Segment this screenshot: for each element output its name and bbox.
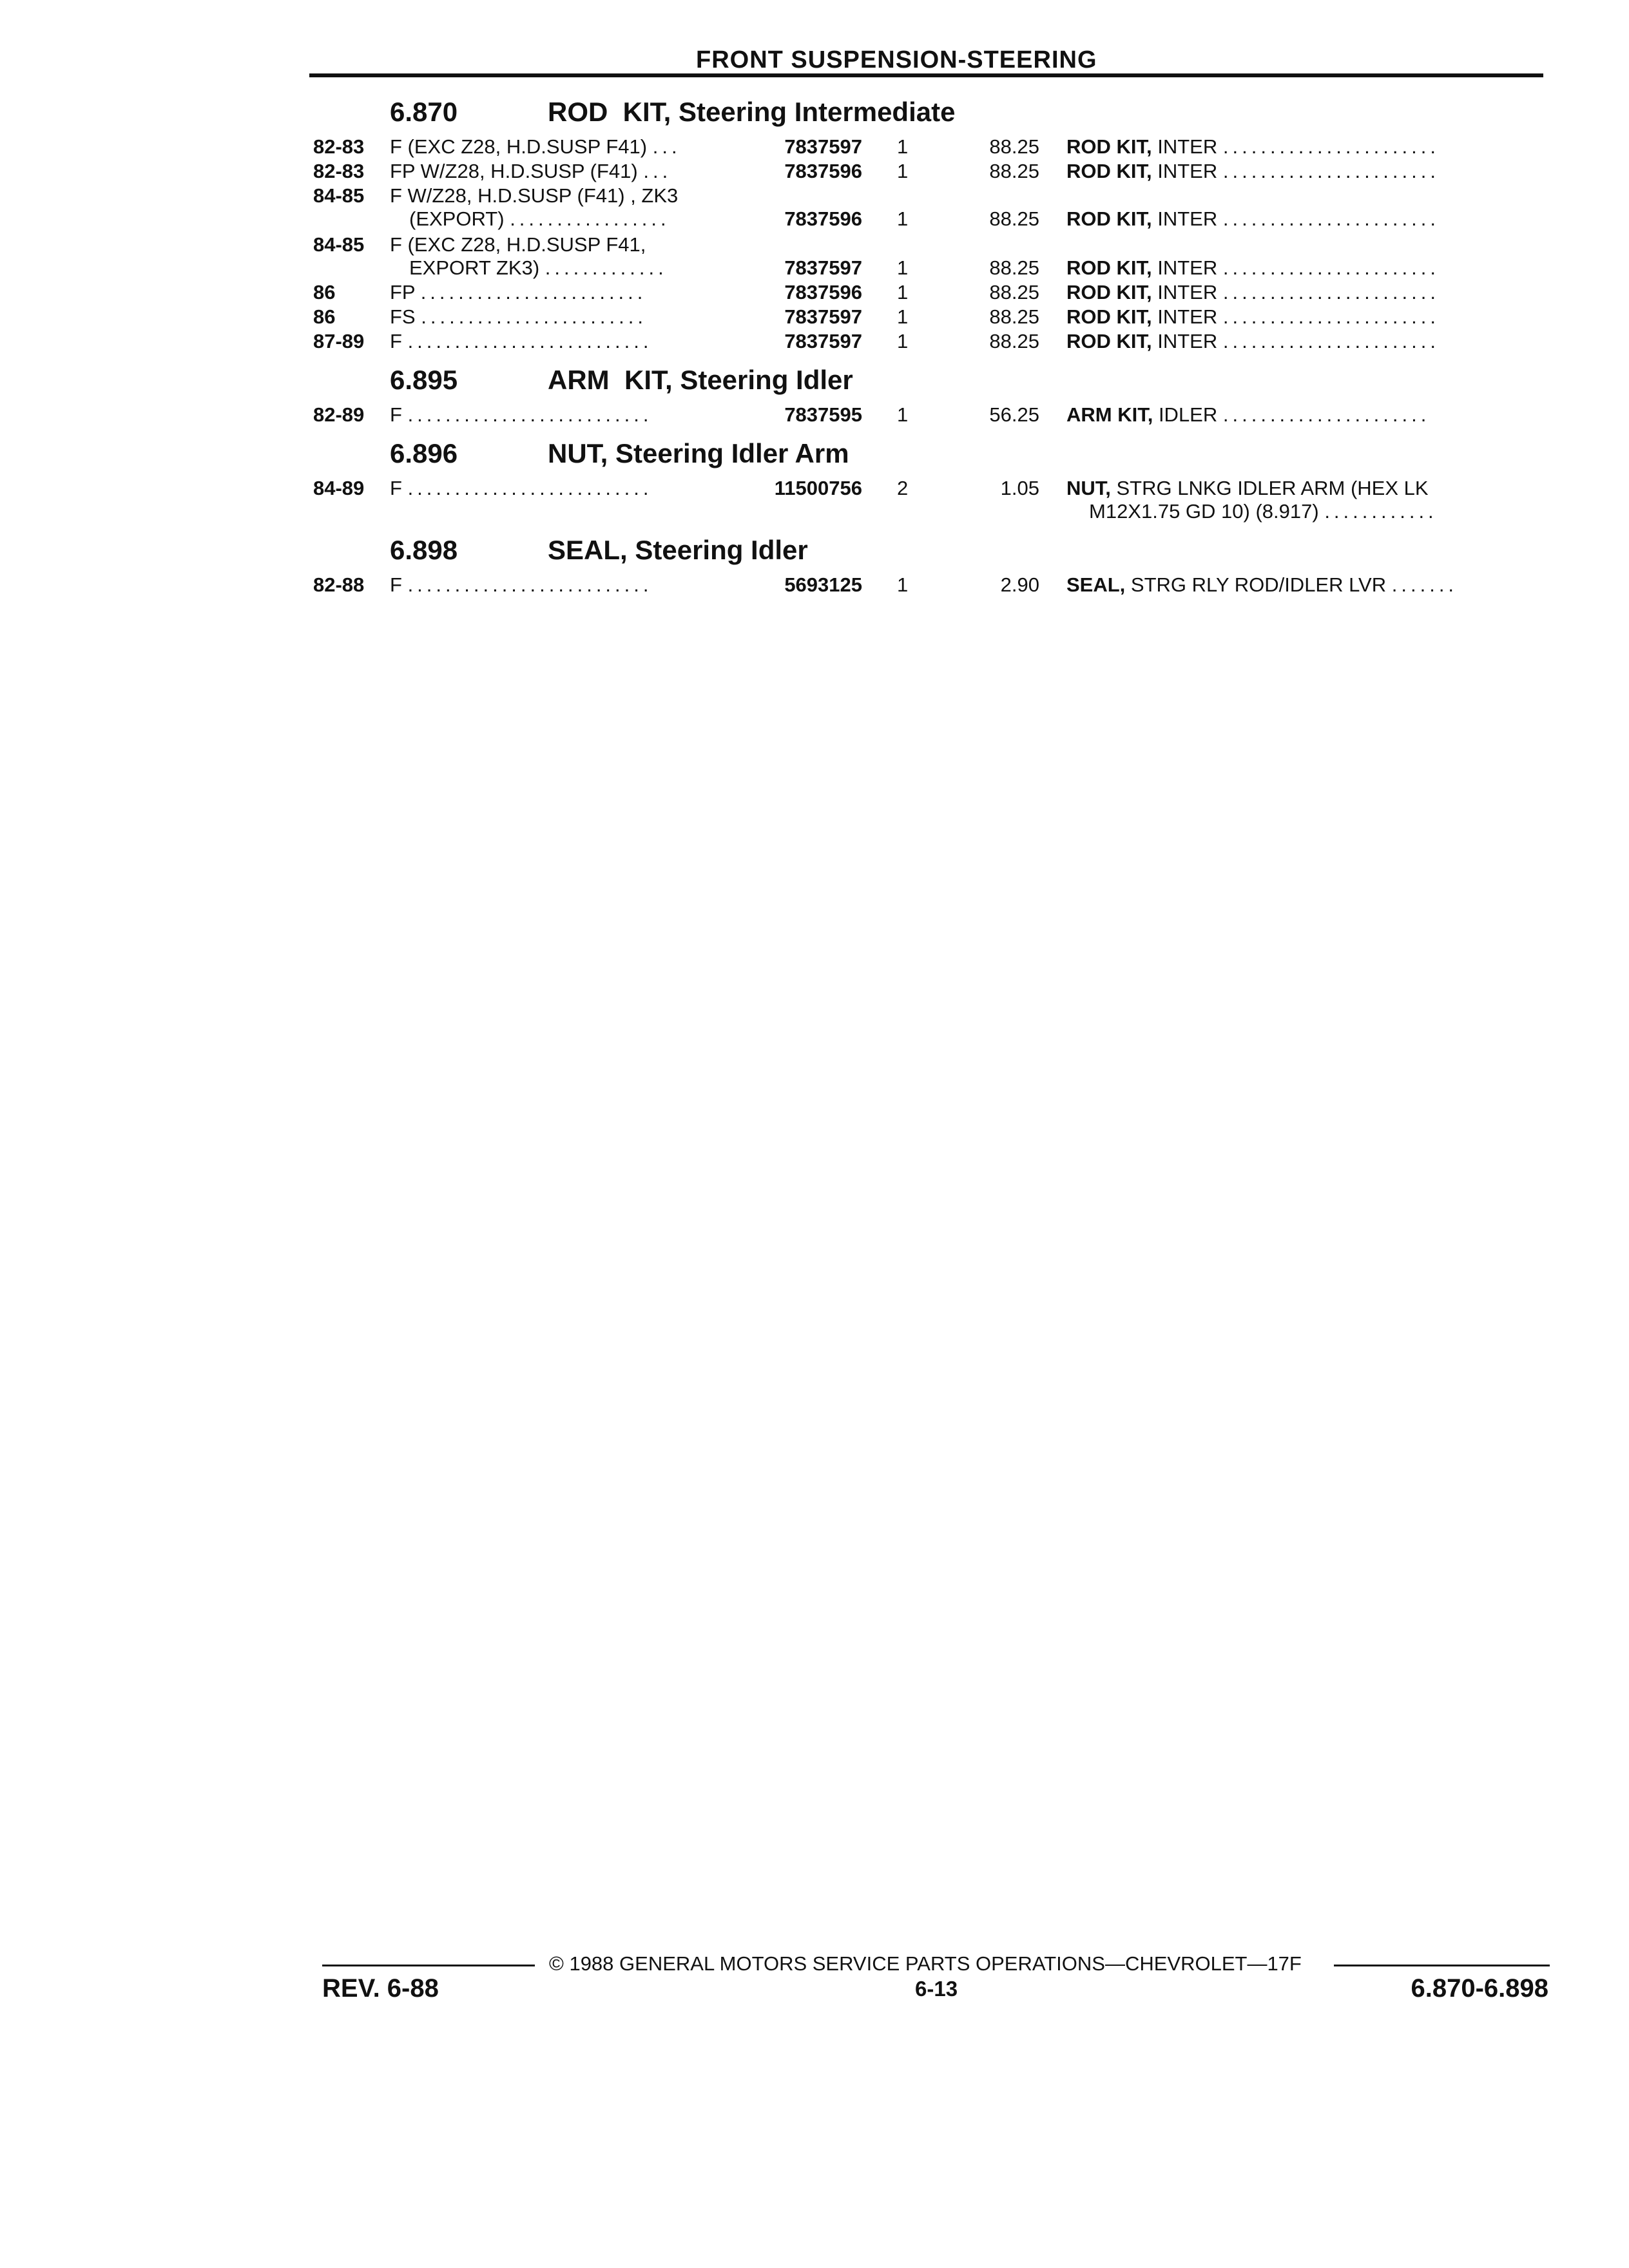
row-quantity: 1 — [897, 160, 909, 182]
row-quantity: 1 — [897, 207, 909, 230]
row-price: 88.25 — [989, 256, 1039, 279]
row-price: 2.90 — [1000, 573, 1039, 596]
section-number: 6.895 — [390, 365, 458, 395]
row-price: 88.25 — [989, 135, 1039, 158]
row-price: 88.25 — [989, 207, 1039, 230]
row-part-number: 7837595 — [784, 403, 862, 426]
row-price: 56.25 — [989, 403, 1039, 426]
footer-rule-right — [1334, 1965, 1550, 1966]
section-title: NUT, Steering Idler Arm — [548, 438, 849, 468]
row-part-number: 11500756 — [774, 477, 862, 499]
header-rule — [309, 73, 1543, 77]
section-number: 6.898 — [390, 535, 458, 565]
row-quantity: 1 — [897, 256, 909, 279]
row-years: 82-88 — [313, 573, 365, 596]
table-row-continuation — [0, 500, 1629, 526]
row-quantity: 1 — [897, 330, 909, 352]
row-years: 82-83 — [313, 135, 365, 158]
row-part-name: ROD KIT, INTER ....................... — [1066, 207, 1440, 230]
table-row — [0, 573, 1629, 599]
row-part-name: ROD KIT, INTER ....................... — [1066, 330, 1440, 352]
row-description: FP ........................ — [390, 281, 647, 303]
row-part-name: SEAL, STRG RLY ROD/IDLER LVR ....... — [1066, 573, 1458, 596]
row-price: 1.05 — [1000, 477, 1039, 499]
row-part-name: ARM KIT, IDLER ...................... — [1066, 403, 1431, 426]
row-part-number: 7837597 — [784, 135, 862, 158]
footer-copyright: © 1988 GENERAL MOTORS SERVICE PARTS OPERATIONS—CHEVROLET—17F — [549, 1952, 1302, 1975]
row-price: 88.25 — [989, 281, 1039, 303]
row-part-name-continued: M12X1.75 GD 10) (8.917) ............ — [1089, 500, 1438, 523]
table-row — [0, 281, 1629, 307]
row-years: 87-89 — [313, 330, 365, 352]
row-part-number: 7837597 — [784, 256, 862, 279]
row-part-number: 7837596 — [784, 160, 862, 182]
row-quantity: 1 — [897, 403, 909, 426]
row-description: F .......................... — [390, 573, 653, 596]
table-row — [0, 160, 1629, 186]
row-description-continued: EXPORT ZK3) ............. — [409, 256, 668, 279]
table-row — [0, 330, 1629, 356]
table-row — [0, 305, 1629, 331]
section-title: ARM KIT, Steering Idler — [548, 365, 853, 395]
row-description: F .......................... — [390, 403, 653, 426]
section-number: 6.870 — [390, 97, 458, 127]
row-description: F W/Z28, H.D.SUSP (F41) , ZK3 — [390, 184, 679, 207]
row-part-name: ROD KIT, INTER ....................... — [1066, 305, 1440, 328]
table-row — [0, 233, 1629, 259]
row-price: 88.25 — [989, 160, 1039, 182]
row-part-name: ROD KIT, INTER ....................... — [1066, 135, 1440, 158]
row-part-name: ROD KIT, INTER ....................... — [1066, 160, 1440, 182]
footer-section-range: 6.870-6.898 — [1411, 1974, 1548, 2003]
row-years: 82-89 — [313, 403, 365, 426]
section-title: SEAL, Steering Idler — [548, 535, 808, 565]
row-years: 84-85 — [313, 184, 365, 207]
row-price: 88.25 — [989, 305, 1039, 328]
table-row — [0, 184, 1629, 210]
row-part-name: NUT, STRG LNKG IDLER ARM (HEX LK — [1066, 477, 1429, 499]
row-part-name: ROD KIT, INTER ....................... — [1066, 281, 1440, 303]
table-row-continuation — [0, 207, 1629, 233]
row-quantity: 1 — [897, 305, 909, 328]
row-price: 88.25 — [989, 330, 1039, 352]
row-description: F (EXC Z28, H.D.SUSP F41, — [390, 233, 646, 256]
footer-rule-left — [322, 1965, 535, 1966]
row-years: 86 — [313, 305, 336, 328]
row-description: F .......................... — [390, 330, 653, 352]
section-number: 6.896 — [390, 438, 458, 468]
row-quantity: 1 — [897, 281, 909, 303]
table-row-continuation — [0, 256, 1629, 282]
row-part-number: 5693125 — [784, 573, 862, 596]
footer-revision: REV. 6-88 — [322, 1974, 439, 2003]
footer-page-number: 6-13 — [915, 1977, 958, 2001]
row-description: FS ........................ — [390, 305, 647, 328]
row-description-continued: (EXPORT) ................. — [409, 207, 670, 230]
row-quantity: 2 — [897, 477, 909, 499]
section-title: ROD KIT, Steering Intermediate — [548, 97, 956, 127]
row-part-number: 7837597 — [784, 330, 862, 352]
row-quantity: 1 — [897, 135, 909, 158]
row-part-number: 7837596 — [784, 207, 862, 230]
page-title: FRONT SUSPENSION-STEERING — [696, 46, 1097, 73]
table-row — [0, 403, 1629, 429]
table-row — [0, 477, 1629, 503]
row-part-name: ROD KIT, INTER ....................... — [1066, 256, 1440, 279]
row-quantity: 1 — [897, 573, 909, 596]
row-description: F .......................... — [390, 477, 653, 499]
row-description: F (EXC Z28, H.D.SUSP F41) ... — [390, 135, 681, 158]
table-row — [0, 135, 1629, 161]
row-years: 82-83 — [313, 160, 365, 182]
row-years: 84-85 — [313, 233, 365, 256]
row-years: 84-89 — [313, 477, 365, 499]
row-part-number: 7837597 — [784, 305, 862, 328]
row-part-number: 7837596 — [784, 281, 862, 303]
row-years: 86 — [313, 281, 336, 303]
row-description: FP W/Z28, H.D.SUSP (F41) ... — [390, 160, 672, 182]
